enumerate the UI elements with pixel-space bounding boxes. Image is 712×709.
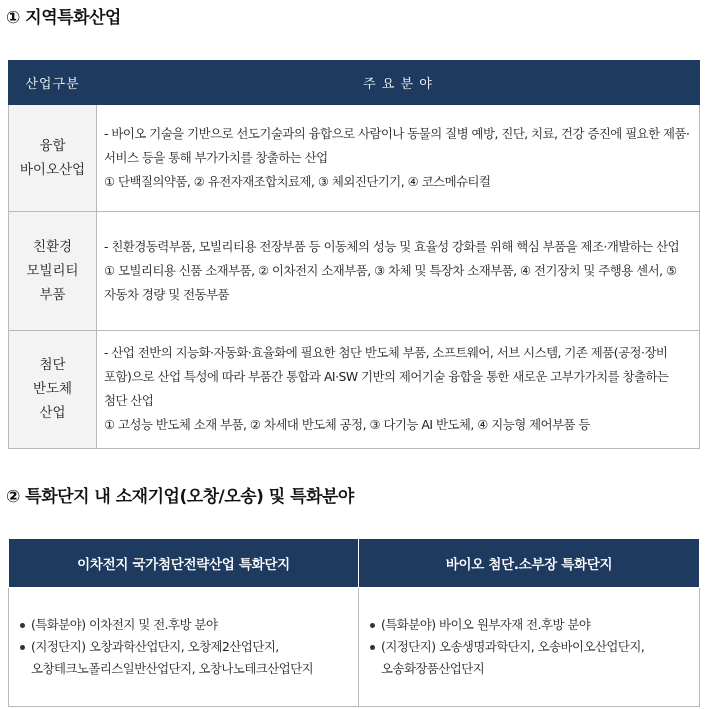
section-2-title: ② 특화단지 내 소재기업(오창/오송) 및 특화분야 — [6, 487, 354, 507]
bullet-list — [17, 614, 352, 680]
table-row — [9, 330, 700, 448]
description-cell: - 바이오 기술을 기반으로 선도기술과의 융합으로 사람이나 동물의 질병 예방, 진단, 치료, 건강 증진에 필요한 제품·서비스 등을 통해 부가가치를 창출하는 산업 ① 단백질의약품, ② 유전자재조합치료제, ③ 체외진단기기, ④ 코스메슈티컬 — [97, 104, 700, 211]
bullet-list — [367, 614, 693, 680]
description-cell: - 친환경동력부품, 모빌리티용 전장부품 등 이동체의 성능 및 효율성 강화를 위해 핵심 부품을 제조·개발하는 산업 ① 모빌리티용 신품 소재부품, ② 이차전지 소재부품, ③ 차체 및 특장차 소재부품, ④ 전기장치 및 주행용 센서, ⑤ 자동차 경량 및 전동부품 — [97, 211, 700, 330]
list-item: (지정단지) 오창과학산업단지, 오창제2산업단지, 오창테크노폴리스일반산업단지, 오창나노테크산업단지 — [17, 636, 352, 680]
table-row — [9, 104, 700, 211]
category-cell: 융합 바이오산업 — [9, 104, 97, 211]
list-item: (특화분야) 바이오 원부자재 전.후방 분야 — [367, 614, 693, 636]
category-cell: 첨단 반도체 산업 — [9, 330, 97, 448]
table-row — [9, 211, 700, 330]
list-item: (특화분야) 이차전지 및 전.후방 분야 — [17, 614, 352, 636]
header-industry-type: 산업구분 — [9, 61, 97, 105]
battery-complex-cell — [9, 588, 359, 707]
special-complex-table — [8, 538, 700, 707]
header-main-fields: 주 요 분 야 — [97, 61, 700, 105]
table-header-row — [9, 61, 700, 105]
table-header-row — [9, 539, 700, 588]
list-item: (지정단지) 오송생명과학단지, 오송바이오산업단지, 오송화장품산업단지 — [367, 636, 693, 680]
header-battery-complex: 이차전지 국가첨단전략산업 특화단지 — [9, 539, 359, 588]
bio-complex-cell — [359, 588, 700, 707]
regional-industry-table — [8, 60, 700, 449]
category-cell: 친환경 모빌리티 부품 — [9, 211, 97, 330]
table-row — [9, 588, 700, 707]
description-cell: - 산업 전반의 지능화·자동화·효율화에 필요한 첨단 반도체 부품, 소프트웨어, 서브 시스템, 기존 제품(공정·장비 포함)으로 산업 특성에 따라 부품간 통합과 AI·SW 기반의 제어기술 융합을 통한 새로운 고부가가치를 창출하는 첨단 산업 ① 고성능 반도체 소재 부품, ② 차세대 반도체 공정, ③ 다기능 AI 반도체, ④ 지능형 제어부품 등 — [97, 330, 700, 448]
header-bio-complex: 바이오 첨단.소부장 특화단지 — [359, 539, 700, 588]
section-1-title: ① 지역특화산업 — [6, 8, 121, 28]
